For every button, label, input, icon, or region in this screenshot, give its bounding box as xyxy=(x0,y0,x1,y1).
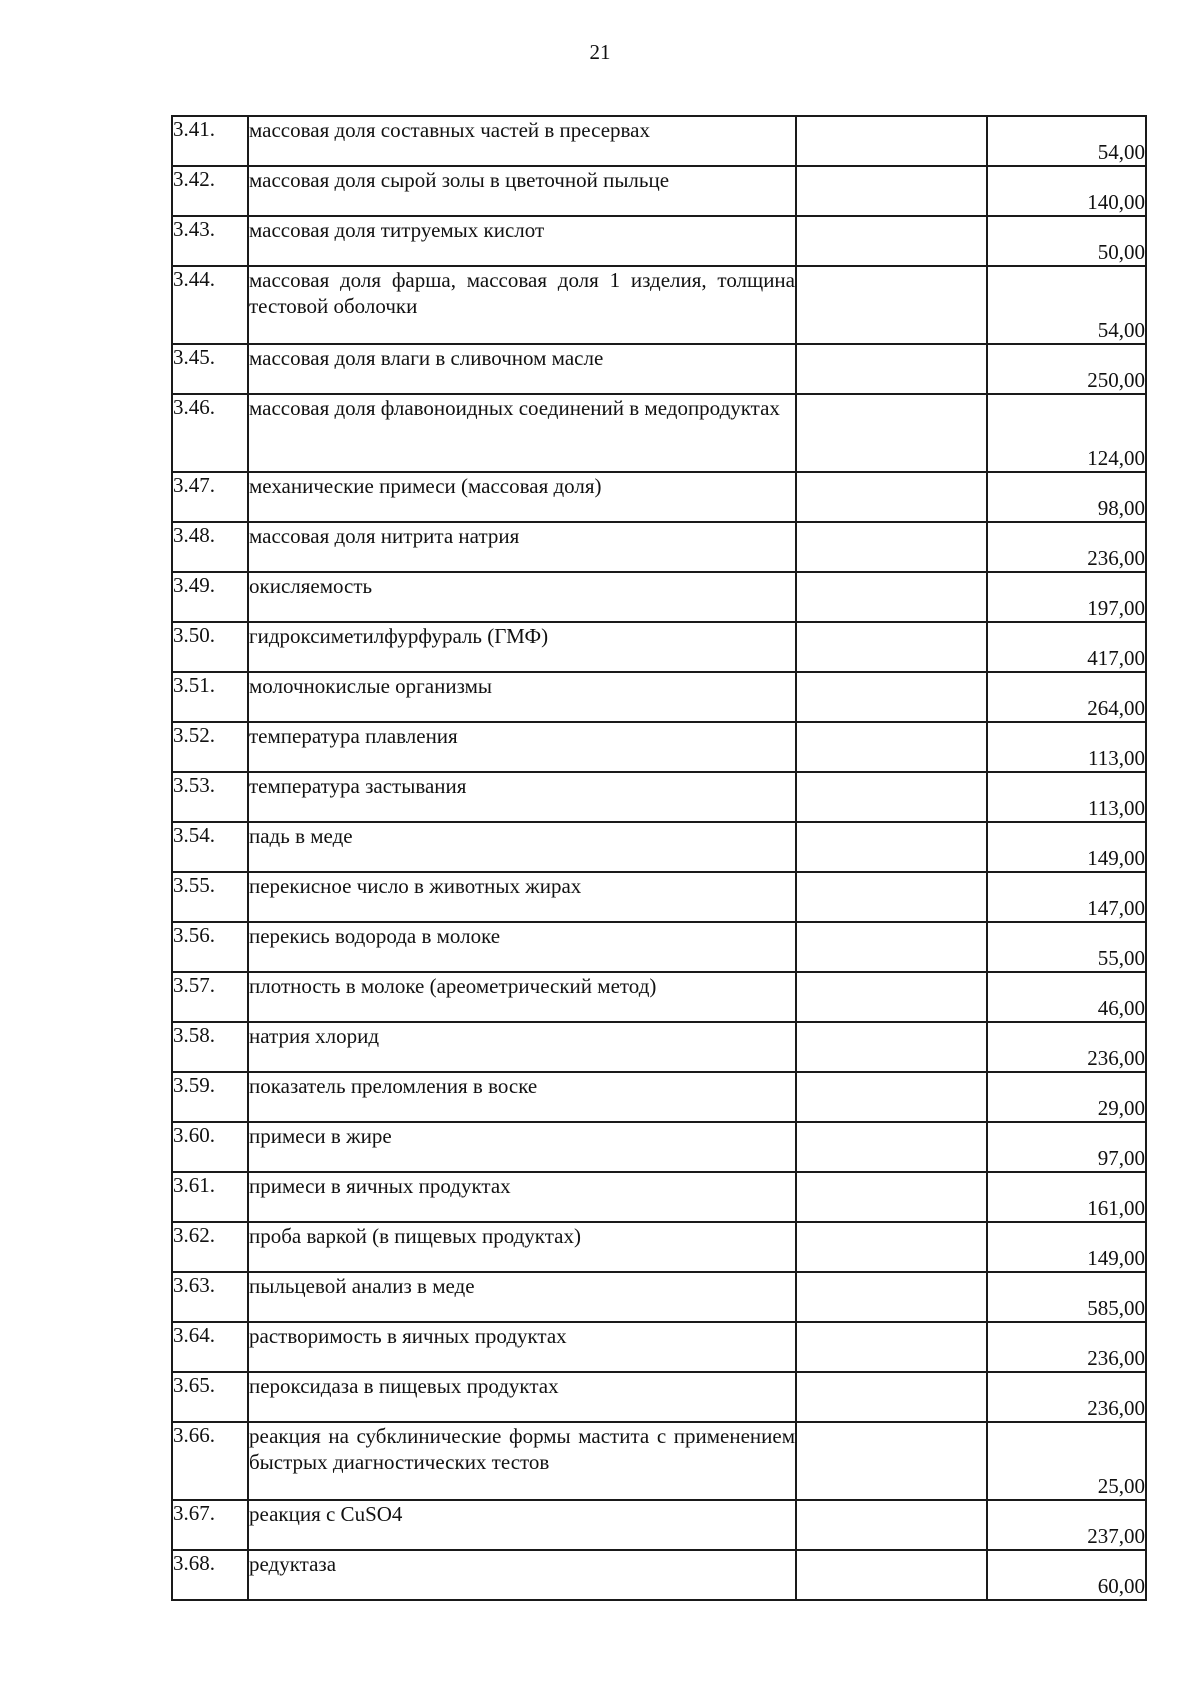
row-number: 3.64. xyxy=(172,1322,248,1372)
empty-cell xyxy=(796,1022,987,1072)
empty-cell xyxy=(796,216,987,266)
service-name: массовая доля влаги в сливочном масле xyxy=(248,344,796,394)
service-price: 236,00 xyxy=(987,522,1146,572)
service-price: 60,00 xyxy=(987,1550,1146,1600)
service-price: 161,00 xyxy=(987,1172,1146,1222)
service-name: проба варкой (в пищевых продуктах) xyxy=(248,1222,796,1272)
service-name: окисляемость xyxy=(248,572,796,622)
service-name: массовая доля титруемых кислот xyxy=(248,216,796,266)
service-price: 149,00 xyxy=(987,1222,1146,1272)
empty-cell xyxy=(796,1172,987,1222)
empty-cell xyxy=(796,722,987,772)
service-name: пероксидаза в пищевых продуктах xyxy=(248,1372,796,1422)
service-price: 50,00 xyxy=(987,216,1146,266)
empty-cell xyxy=(796,1500,987,1550)
empty-cell xyxy=(796,1422,987,1500)
empty-cell xyxy=(796,522,987,572)
service-name: массовая доля флавоноидных соединений в медопродуктах xyxy=(248,394,796,472)
service-price: 55,00 xyxy=(987,922,1146,972)
empty-cell xyxy=(796,972,987,1022)
service-price: 236,00 xyxy=(987,1322,1146,1372)
row-number: 3.48. xyxy=(172,522,248,572)
empty-cell xyxy=(796,1322,987,1372)
service-name: пыльцевой анализ в меде xyxy=(248,1272,796,1322)
empty-cell xyxy=(796,1072,987,1122)
service-name: температура плавления xyxy=(248,722,796,772)
page-number: 21 xyxy=(589,40,611,64)
service-name: плотность в молоке (ареометрический метод) xyxy=(248,972,796,1022)
service-price: 585,00 xyxy=(987,1272,1146,1322)
row-number: 3.60. xyxy=(172,1122,248,1172)
service-name: молочнокислые организмы xyxy=(248,672,796,722)
service-name: реакция на субклинические формы мастита с применением быстрых диагностических тестов xyxy=(248,1422,796,1500)
row-number: 3.62. xyxy=(172,1222,248,1272)
service-name: реакция с CuSO4 xyxy=(248,1500,796,1550)
row-number: 3.46. xyxy=(172,394,248,472)
service-price: 98,00 xyxy=(987,472,1146,522)
service-name: температура застывания xyxy=(248,772,796,822)
empty-cell xyxy=(796,922,987,972)
empty-cell xyxy=(796,672,987,722)
empty-cell xyxy=(796,1550,987,1600)
service-price: 54,00 xyxy=(987,116,1146,166)
row-number: 3.67. xyxy=(172,1500,248,1550)
service-name: редуктаза xyxy=(248,1550,796,1600)
row-number: 3.43. xyxy=(172,216,248,266)
service-price: 236,00 xyxy=(987,1372,1146,1422)
empty-cell xyxy=(796,344,987,394)
row-number: 3.57. xyxy=(172,972,248,1022)
empty-cell xyxy=(796,872,987,922)
row-number: 3.63. xyxy=(172,1272,248,1322)
row-number: 3.58. xyxy=(172,1022,248,1072)
service-name: натрия хлорид xyxy=(248,1022,796,1072)
service-name: массовая доля составных частей в пресервах xyxy=(248,116,796,166)
service-name: примеси в яичных продуктах xyxy=(248,1172,796,1222)
row-number: 3.49. xyxy=(172,572,248,622)
service-price: 29,00 xyxy=(987,1072,1146,1122)
service-price: 46,00 xyxy=(987,972,1146,1022)
empty-cell xyxy=(796,166,987,216)
empty-cell xyxy=(796,1372,987,1422)
service-name: перекись водорода в молоке xyxy=(248,922,796,972)
service-name: падь в меде xyxy=(248,822,796,872)
service-name: механические примеси (массовая доля) xyxy=(248,472,796,522)
service-price: 97,00 xyxy=(987,1122,1146,1172)
row-number: 3.47. xyxy=(172,472,248,522)
service-name: растворимость в яичных продуктах xyxy=(248,1322,796,1372)
row-number: 3.53. xyxy=(172,772,248,822)
row-number: 3.68. xyxy=(172,1550,248,1600)
service-price: 250,00 xyxy=(987,344,1146,394)
empty-cell xyxy=(796,266,987,344)
service-price: 197,00 xyxy=(987,572,1146,622)
empty-cell xyxy=(796,572,987,622)
row-number: 3.52. xyxy=(172,722,248,772)
empty-cell xyxy=(796,472,987,522)
service-price: 264,00 xyxy=(987,672,1146,722)
row-number: 3.50. xyxy=(172,622,248,672)
empty-cell xyxy=(796,1222,987,1272)
empty-cell xyxy=(796,116,987,166)
empty-cell xyxy=(796,1122,987,1172)
row-number: 3.56. xyxy=(172,922,248,972)
service-name: примеси в жире xyxy=(248,1122,796,1172)
empty-cell xyxy=(796,1272,987,1322)
service-price: 140,00 xyxy=(987,166,1146,216)
row-number: 3.66. xyxy=(172,1422,248,1500)
service-name: показатель преломления в воске xyxy=(248,1072,796,1122)
service-price: 236,00 xyxy=(987,1022,1146,1072)
service-price: 113,00 xyxy=(987,722,1146,772)
row-number: 3.55. xyxy=(172,872,248,922)
empty-cell xyxy=(796,394,987,472)
services-price-table xyxy=(171,115,1147,1601)
service-name: массовая доля сырой золы в цветочной пыльце xyxy=(248,166,796,216)
service-name: гидроксиметилфурфураль (ГМФ) xyxy=(248,622,796,672)
row-number: 3.41. xyxy=(172,116,248,166)
service-price: 54,00 xyxy=(987,266,1146,344)
empty-cell xyxy=(796,622,987,672)
service-price: 124,00 xyxy=(987,394,1146,472)
service-price: 417,00 xyxy=(987,622,1146,672)
service-name: перекисное число в животных жирах xyxy=(248,872,796,922)
service-name: массовая доля нитрита натрия xyxy=(248,522,796,572)
empty-cell xyxy=(796,772,987,822)
empty-cell xyxy=(796,822,987,872)
row-number: 3.44. xyxy=(172,266,248,344)
row-number: 3.42. xyxy=(172,166,248,216)
row-number: 3.61. xyxy=(172,1172,248,1222)
service-price: 237,00 xyxy=(987,1500,1146,1550)
service-name: массовая доля фарша, массовая доля 1 изделия, толщина тестовой оболочки xyxy=(248,266,796,344)
row-number: 3.65. xyxy=(172,1372,248,1422)
service-price: 147,00 xyxy=(987,872,1146,922)
service-price: 149,00 xyxy=(987,822,1146,872)
row-number: 3.45. xyxy=(172,344,248,394)
row-number: 3.59. xyxy=(172,1072,248,1122)
service-price: 113,00 xyxy=(987,772,1146,822)
row-number: 3.54. xyxy=(172,822,248,872)
service-price: 25,00 xyxy=(987,1422,1146,1500)
row-number: 3.51. xyxy=(172,672,248,722)
